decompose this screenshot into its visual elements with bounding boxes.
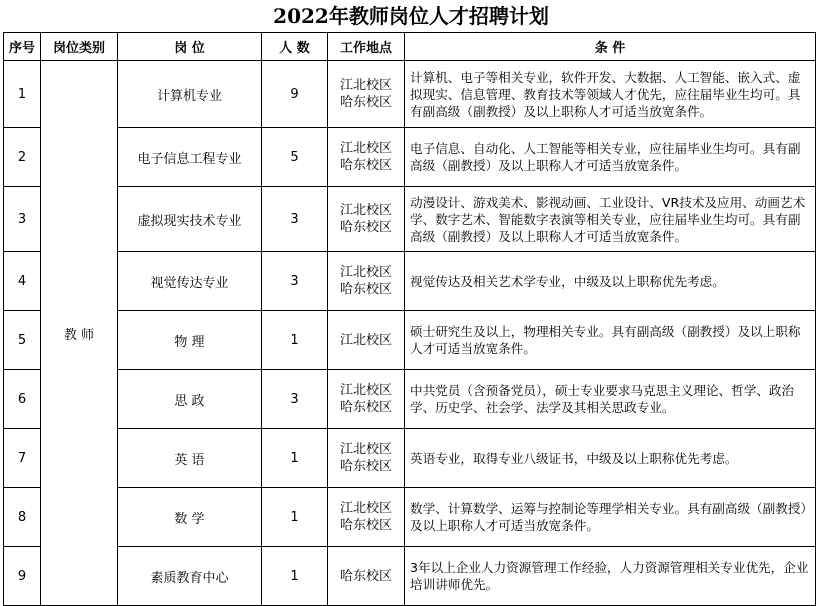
seq-cell: 5 xyxy=(4,311,41,370)
count-cell: 1 xyxy=(262,429,328,488)
conditions-cell: 计算机、电子等相关专业，软件开发、大数据、人工智能、嵌入式、虚拟现实、信息管理、教育技术等领域人才优先，应往届毕业生均可。具有副高级（副教授）及以上职称人才可适当放宽条件。 xyxy=(405,61,816,128)
position-cell: 数 学 xyxy=(118,488,262,547)
location-line: 江北校区 xyxy=(339,442,392,457)
table-row xyxy=(4,547,816,606)
location-line: 哈东校区 xyxy=(339,95,392,110)
position-cell: 思 政 xyxy=(118,370,262,429)
conditions-cell: 中共党员（含预备党员），硕士专业要求马克思主义理论、哲学、政治学、历史学、社会学、法学及其相关思政专业。 xyxy=(405,370,816,429)
location-line: 哈东校区 xyxy=(339,282,392,297)
position-cell: 素质教育中心 xyxy=(118,547,262,606)
table-row xyxy=(4,61,816,128)
location-line: 江北校区 xyxy=(339,383,392,398)
location-cell xyxy=(328,547,405,606)
location-line: 江北校区 xyxy=(339,501,392,516)
position-cell: 虚拟现实技术专业 xyxy=(118,187,262,252)
location-cell xyxy=(328,429,405,488)
header-location: 工作地点 xyxy=(328,33,405,61)
location-line: 哈东校区 xyxy=(339,158,392,173)
count-cell: 3 xyxy=(262,252,328,311)
count-cell: 5 xyxy=(262,128,328,187)
count-cell: 9 xyxy=(262,61,328,128)
seq-cell: 7 xyxy=(4,429,41,488)
count-cell: 3 xyxy=(262,187,328,252)
location-line: 江北校区 xyxy=(339,332,392,348)
seq-cell: 1 xyxy=(4,61,41,128)
category-cell: 教 师 xyxy=(41,61,118,606)
table-row xyxy=(4,187,816,252)
location-line: 哈东校区 xyxy=(339,459,392,474)
header-count: 人 数 xyxy=(262,33,328,61)
conditions-cell: 3年以上企业人力资源管理工作经验，人力资源管理相关专业优先，企业培训讲师优先。 xyxy=(405,547,816,606)
seq-cell: 3 xyxy=(4,187,41,252)
conditions-cell: 视觉传达及相关艺术学专业，中级及以上职称优先考虑。 xyxy=(405,252,816,311)
seq-cell: 9 xyxy=(4,547,41,606)
position-cell: 英 语 xyxy=(118,429,262,488)
header-seq: 序号 xyxy=(4,33,41,61)
location-cell xyxy=(328,128,405,187)
location-cell xyxy=(328,61,405,128)
location-line: 江北校区 xyxy=(339,265,392,280)
location-line: 哈东校区 xyxy=(339,400,392,415)
table-row xyxy=(4,252,816,311)
table-row xyxy=(4,429,816,488)
table-header-row xyxy=(4,33,816,61)
seq-cell: 8 xyxy=(4,488,41,547)
conditions-cell: 硕士研究生及以上，物理相关专业。具有副高级（副教授）及以上职称人才可适当放宽条件。 xyxy=(405,311,816,370)
position-cell: 计算机专业 xyxy=(118,61,262,128)
location-cell xyxy=(328,311,405,370)
count-cell: 3 xyxy=(262,370,328,429)
location-line: 哈东校区 xyxy=(339,568,392,584)
location-line: 江北校区 xyxy=(339,141,392,156)
location-line: 江北校区 xyxy=(339,203,392,218)
location-cell xyxy=(328,488,405,547)
position-cell: 电子信息工程专业 xyxy=(118,128,262,187)
location-cell xyxy=(328,252,405,311)
seq-cell: 4 xyxy=(4,252,41,311)
count-cell: 1 xyxy=(262,311,328,370)
table-row xyxy=(4,128,816,187)
count-cell: 1 xyxy=(262,488,328,547)
conditions-cell: 数学、计算数学、运筹与控制论等理学相关专业。具有副高级（副教授）及以上职称人才可适当放宽条件。 xyxy=(405,488,816,547)
location-cell xyxy=(328,370,405,429)
page-title: 2022年教师岗位人才招聘计划 xyxy=(273,4,549,28)
header-conditions: 条 件 xyxy=(405,33,816,61)
table-row xyxy=(4,370,816,429)
conditions-cell: 动漫设计、游戏美术、影视动画、工业设计、VR技术及应用、动画艺术学、数字艺术、智能数字表演等相关专业，应往届毕业生均可。具有副高级（副教授）及以上职称人才可适当放宽条件。 xyxy=(405,187,816,252)
seq-cell: 2 xyxy=(4,128,41,187)
table-row xyxy=(4,488,816,547)
seq-cell: 6 xyxy=(4,370,41,429)
header-category: 岗位类别 xyxy=(41,33,118,61)
location-line: 哈东校区 xyxy=(339,220,392,235)
location-line: 江北校区 xyxy=(339,78,392,93)
recruitment-table xyxy=(3,32,816,606)
count-cell: 1 xyxy=(262,547,328,606)
position-cell: 视觉传达专业 xyxy=(118,252,262,311)
location-line: 哈东校区 xyxy=(339,518,392,533)
conditions-cell: 英语专业，取得专业八级证书，中级及以上职称优先考虑。 xyxy=(405,429,816,488)
position-cell: 物 理 xyxy=(118,311,262,370)
table-row xyxy=(4,311,816,370)
header-position: 岗 位 xyxy=(118,33,262,61)
conditions-cell: 电子信息、自动化、人工智能等相关专业，应往届毕业生均可。具有副高级（副教授）及以上职称人才可适当放宽条件。 xyxy=(405,128,816,187)
location-cell xyxy=(328,187,405,252)
